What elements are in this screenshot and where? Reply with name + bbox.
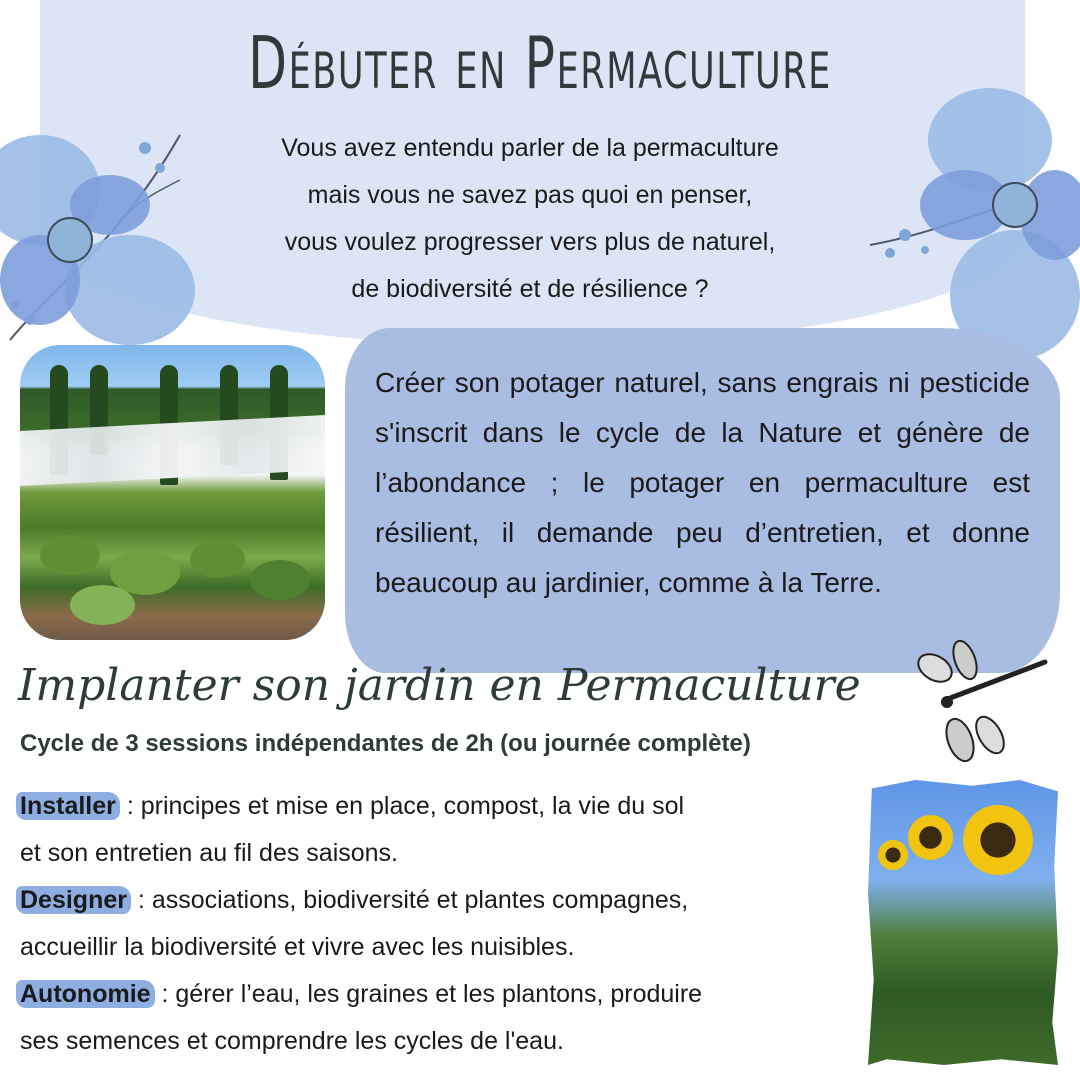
program-title: Implanter son jardin en Permaculture xyxy=(18,660,861,711)
intro-line: mais vous ne savez pas quoi en penser, xyxy=(307,181,753,209)
description-text: Créer son potager naturel, sans engrais ni pesticide s'inscrit dans le cycle de la Nature et génère de l’abondance ; le potager en permaculture est résilient, il demande peu d’entretien, et donne beaucoup au jardinier, comme à la Terre. xyxy=(375,367,1030,598)
program-subtitle: Cycle de 3 sessions indépendantes de 2h (ou journée complète) xyxy=(20,730,751,757)
intro-line: de biodiversité et de résilience ? xyxy=(351,275,709,303)
intro-text xyxy=(190,125,870,313)
list-item xyxy=(20,877,860,971)
item-name: Installer xyxy=(16,792,120,820)
item-text: : gérer l’eau, les graines et les plantons, produire xyxy=(154,980,703,1008)
list-item xyxy=(20,783,860,877)
page-title: Débuter en Permaculture xyxy=(248,21,832,105)
flower-left-icon xyxy=(0,120,200,350)
garden-photo xyxy=(20,345,325,640)
flower-right-icon xyxy=(865,85,1080,365)
program-list xyxy=(20,783,860,1065)
item-text: : associations, biodiversité et plantes compagnes, xyxy=(130,886,689,914)
item-text: accueillir la biodiversité et vivre avec les nuisibles. xyxy=(20,933,575,961)
item-text: et son entretien au fil des saisons. xyxy=(20,839,399,867)
item-text: : principes et mise en place, compost, la vie du sol xyxy=(119,792,685,820)
item-name: Autonomie xyxy=(16,980,155,1008)
sunflower-photo xyxy=(868,780,1058,1065)
item-name: Designer xyxy=(16,886,131,914)
intro-line: Vous avez entendu parler de la permaculture xyxy=(281,134,779,162)
list-item xyxy=(20,971,860,1065)
item-text: ses semences et comprendre les cycles de l'eau. xyxy=(20,1027,564,1055)
dragonfly-icon xyxy=(915,640,1055,780)
intro-line: vous voulez progresser vers plus de naturel, xyxy=(284,228,776,256)
